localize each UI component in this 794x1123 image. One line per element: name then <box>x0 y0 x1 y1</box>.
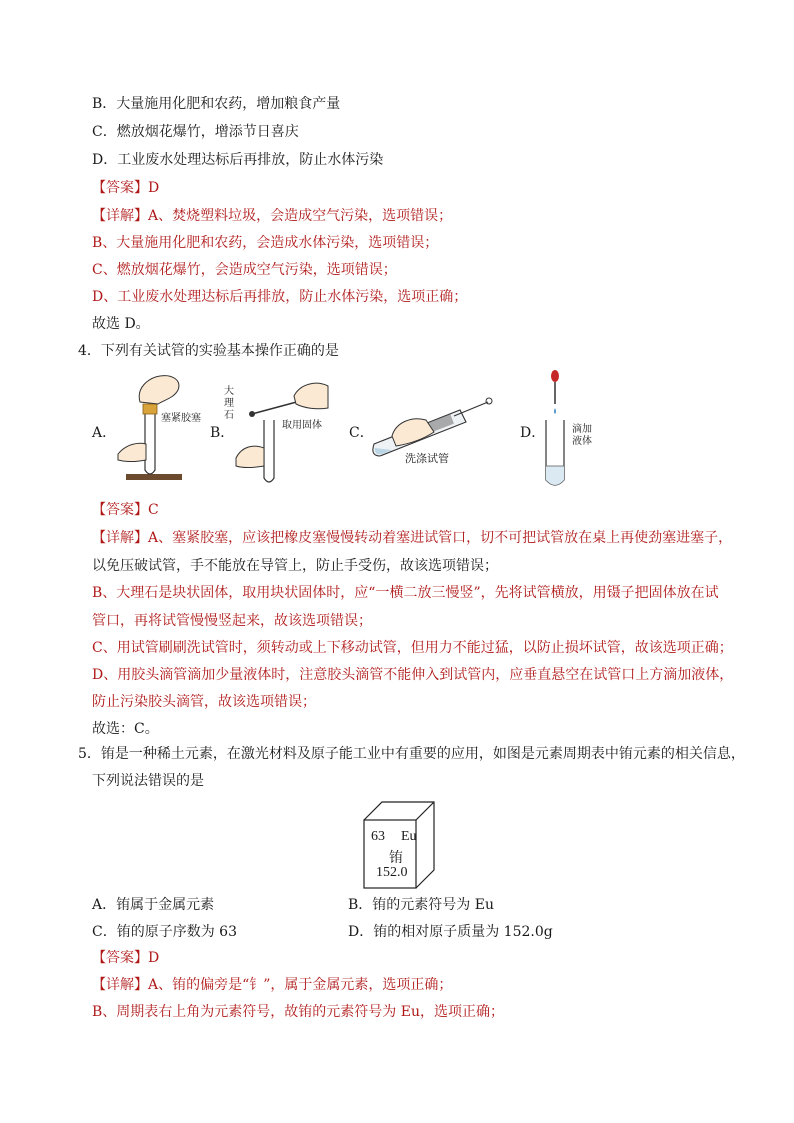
q3-option-b: B．大量施用化肥和农药，增加粮食产量 <box>92 96 341 112</box>
q4-answer: 【答案】C <box>92 502 159 518</box>
q3-answer: 【答案】D <box>92 180 160 196</box>
element-symbol: Eu <box>401 829 417 844</box>
q5-answer: 【答案】D <box>92 950 160 966</box>
q4-option-d-letter: D． <box>520 425 546 441</box>
q4-explanation-2: 以免压破试管，手不能放在导管上，防止手受伤，故该选项错误； <box>92 558 498 574</box>
q3-conclusion: 故选 D。 <box>92 316 150 332</box>
q5-option-d: D．铕的相对原子质量为 152.0g <box>348 924 553 940</box>
q4-option-b-marble-label: 大 理 石 <box>224 386 234 421</box>
test-tube-solid-illustration <box>232 374 332 489</box>
q3-option-c: C．燃放烟花爆竹，增添节日喜庆 <box>92 124 299 140</box>
q4-option-a-letter: A． <box>92 425 117 441</box>
q4-option-a-caption: 塞紧胶塞 <box>161 413 201 424</box>
q5-explanation-1: 【详解】A、铕的偏旁是“钅”，属于金属元素，选项正确； <box>92 977 453 993</box>
q3-explanation-1: 【详解】A、焚烧塑料垃圾，会造成空气污染，选项错误； <box>92 208 453 224</box>
q4-option-b-letter: B． <box>210 425 235 441</box>
element-atomic-mass: 152.0 <box>376 865 408 880</box>
element-atomic-number: 63 <box>371 829 385 844</box>
element-name: 铕 <box>389 850 403 866</box>
q4-explanation-5: C、用试管刷刷洗试管时，须转动或上下移动试管，但用力不能过猛，以防止损坏试管，故该选项正确； <box>92 640 733 656</box>
q5-explanation-2: B、周期表右上角为元素符号，故铕的元素符号为 Eu，选项正确； <box>92 1004 504 1020</box>
q4-conclusion: 故选：C。 <box>92 721 159 737</box>
q4-explanation-7: 防止污染胶头滴管，故该选项错误； <box>92 694 316 710</box>
q5-option-c: C．铕的原子序数为 63 <box>92 924 237 940</box>
q5-option-a: A．铕属于金属元素 <box>92 897 215 913</box>
q5-stem-1: 5．铕是一种稀土元素，在激光材料及原子能工业中有重要的应用，如图是元素周期表中铕元素的相关信息， <box>78 746 745 762</box>
q4-explanation-6: D、用胶头滴管滴加少量液体时，注意胶头滴管不能伸入到试管内，应垂直悬空在试管口上方滴加液体， <box>92 667 734 683</box>
q4-option-c-letter: C． <box>349 425 374 441</box>
q5-option-b: B．铕的元素符号为 Eu <box>348 897 494 913</box>
q4-explanation-1: 【详解】A、塞紧胶塞，应该把橡皮塞慢慢转动着塞进试管口，切不可把试管放在桌上再使劲塞进塞子， <box>92 530 733 546</box>
q4-option-b-caption: 取用固体 <box>282 420 322 431</box>
q4-explanation-4: 管口，再将试管慢慢竖起来，故该选项错误； <box>92 613 372 629</box>
q3-option-d: D．工业废水处理达标后再排放，防止水体污染 <box>92 152 384 168</box>
q4-explanation-3: B、大理石是块状固体，取用块状固体时，应“一横二放三慢竖”，先将试管横放，用镊子把固体放在试 <box>92 585 719 601</box>
q4-option-d-caption: 滴加 液体 <box>572 424 592 447</box>
q4-stem: 4．下列有关试管的实验基本操作正确的是 <box>78 343 339 359</box>
q4-option-c-caption: 洗涤试管 <box>405 452 449 465</box>
q3-explanation-2: B、大量施用化肥和农药，会造成水体污染，选项错误； <box>92 235 439 251</box>
q3-explanation-4: D、工业废水处理达标后再排放，防止水体污染，选项正确； <box>92 289 468 305</box>
test-tube-stopper-illustration <box>112 370 212 490</box>
q5-stem-2: 下列说法错误的是 <box>92 773 204 789</box>
q3-explanation-3: C、燃放烟花爆竹，会造成空气污染，选项错误； <box>92 262 397 278</box>
